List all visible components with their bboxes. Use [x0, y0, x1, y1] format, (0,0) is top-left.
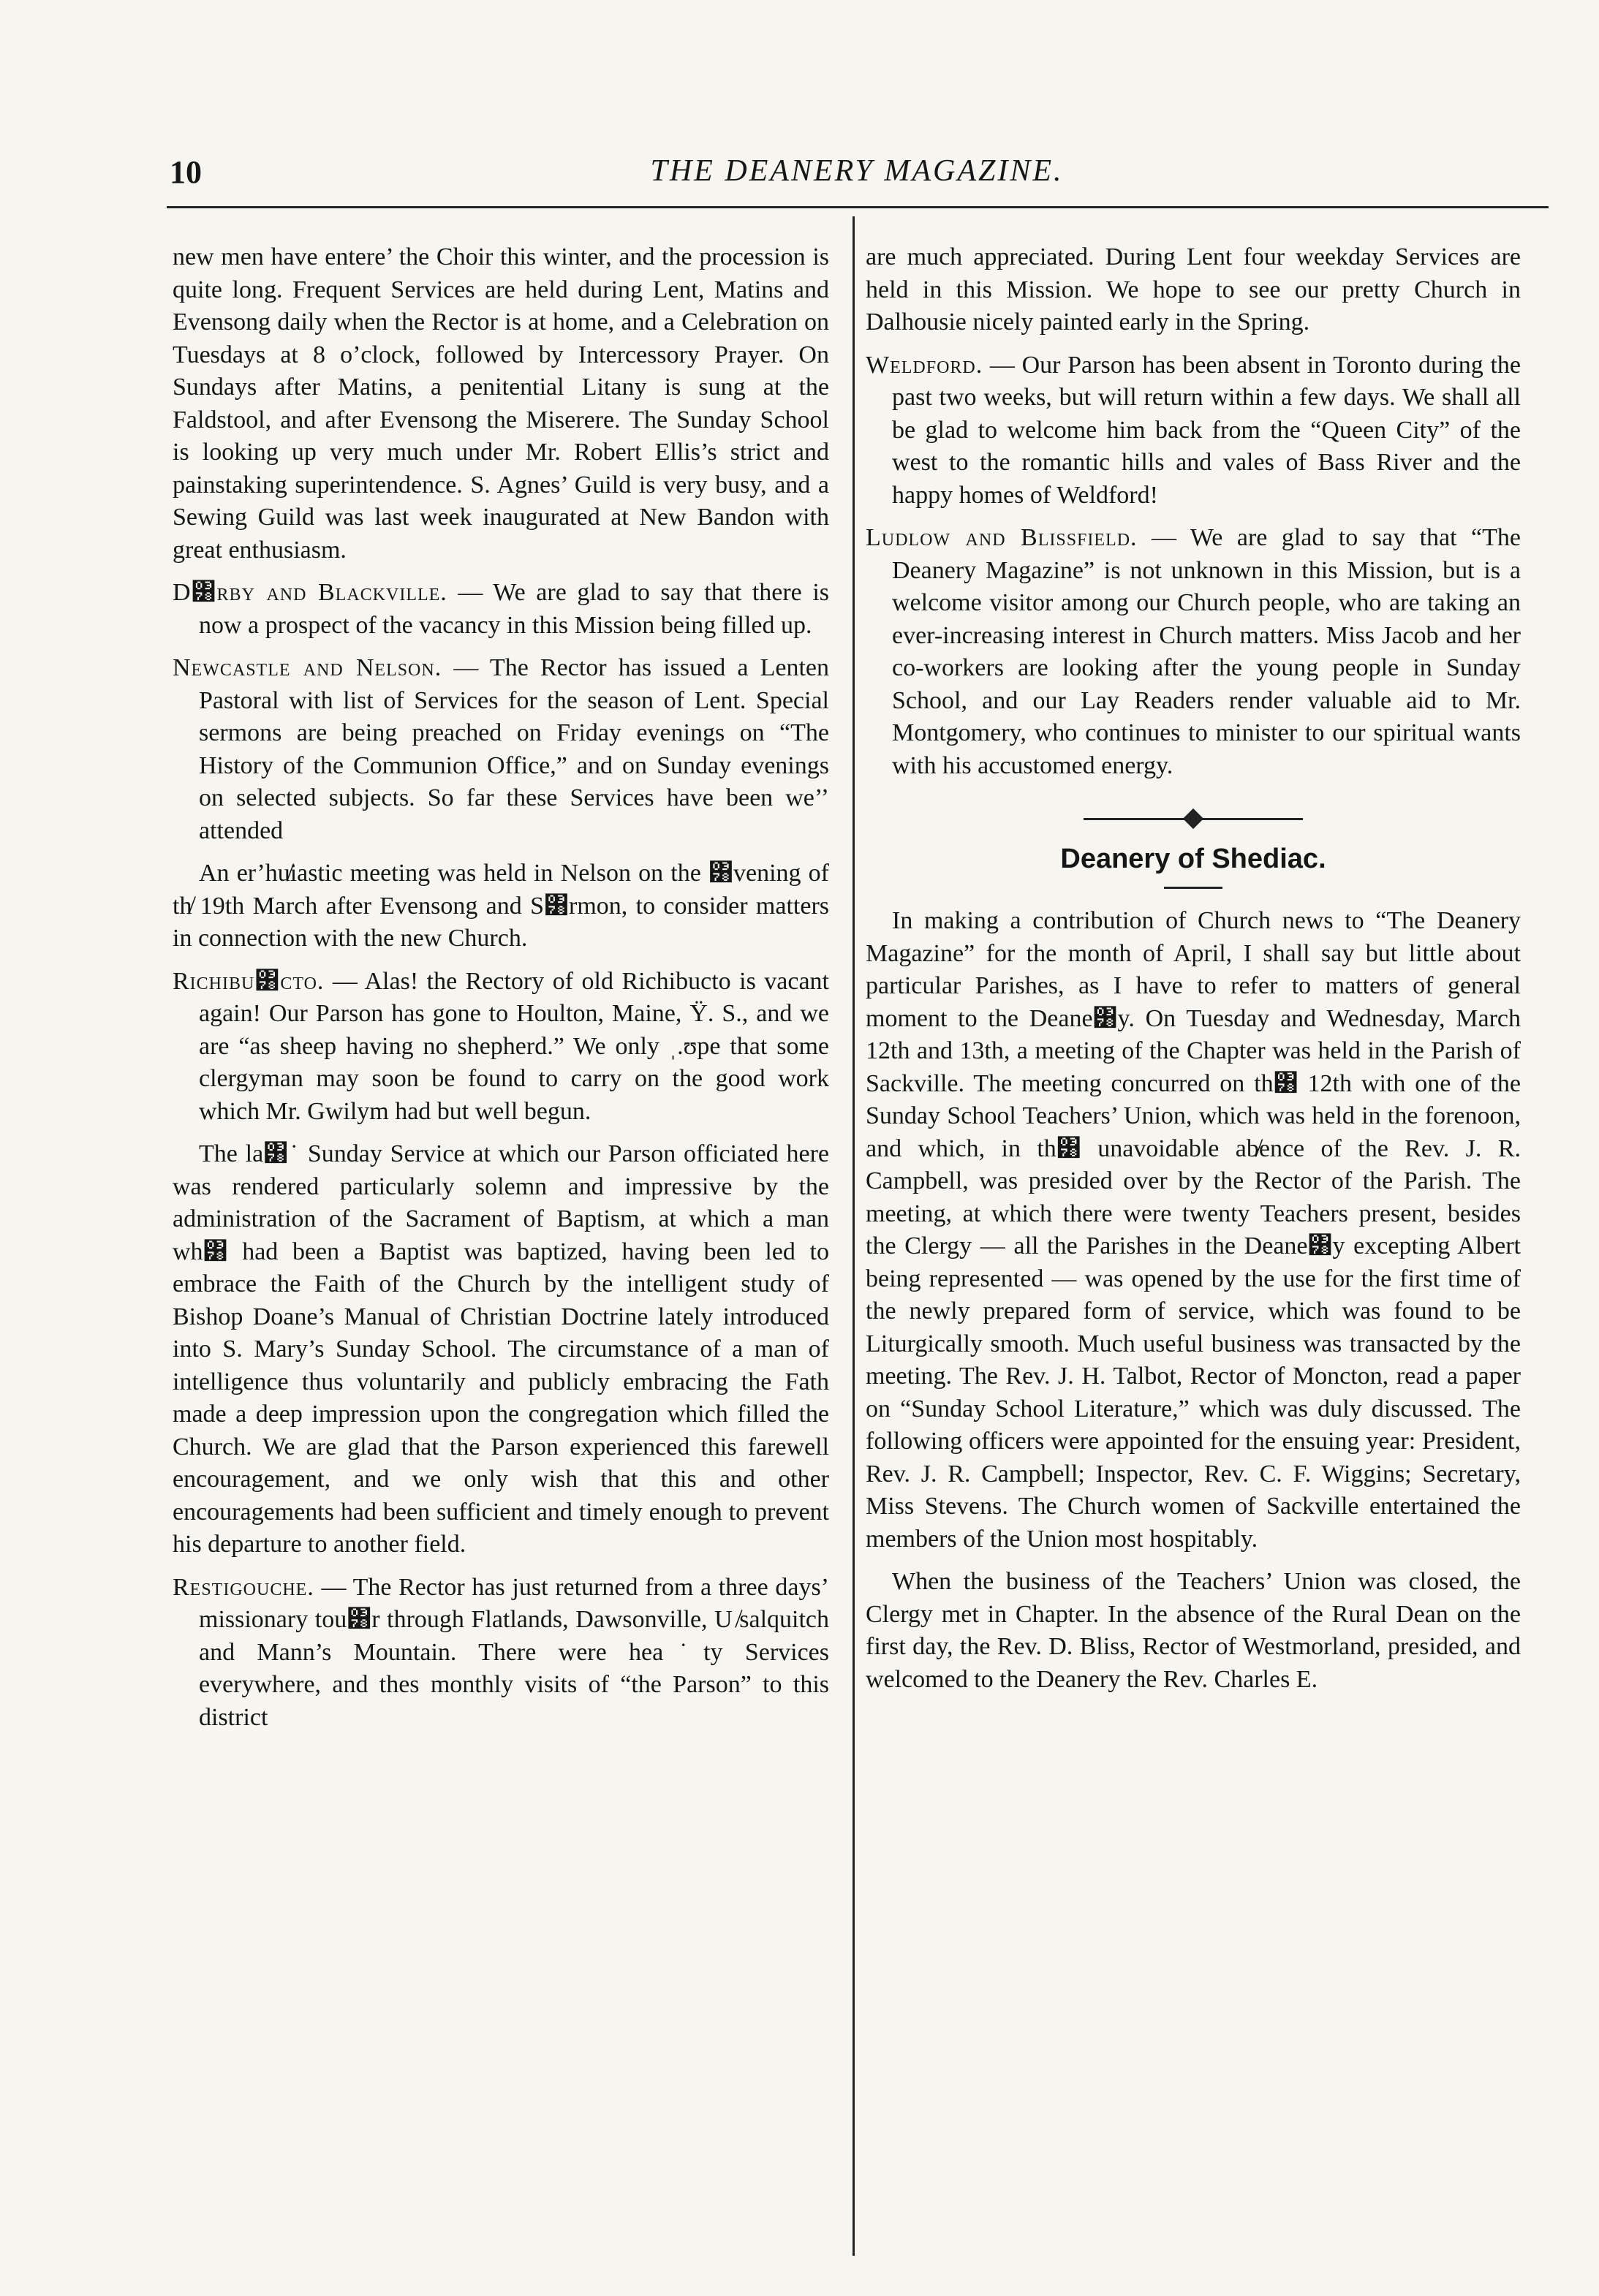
left-column	[173, 241, 829, 1744]
entry-text: — We are glad to say that “The Deanery Magazine” is not unknown in this Mission, but is a welcome visitor among our Church people, who are taking an ever-increasing interest in Church matters. Miss Jacob and her co-workers are looking after the young people in Sunday School, and our Lay Readers render valuable aid to Mr. Montgomery, who continues to minister to our spiritual wants with his accustomed energy.	[892, 524, 1521, 779]
page-number: 10	[170, 154, 202, 190]
place-name: Weldford.	[866, 351, 983, 379]
paragraph: When the business of the Teachers’ Union was closed, the Clergy met in Chapter. In the absence of the Rural Dean on the first day, the Rev. D. Bliss, Rector of Westmorland, presided, and welcomed to the Deanery the Rev. Charles E.	[866, 1568, 1521, 1693]
place-name: Restigouche.	[173, 1573, 314, 1601]
section-heading: Deanery of Shediac.	[1060, 844, 1326, 874]
news-entry-newcastle	[173, 652, 829, 847]
heading-rule	[1164, 887, 1222, 889]
news-entry-weldford	[866, 349, 1521, 512]
entry-text: — The Rector has issued a Lenten Pastoral with list of Services for the season of Lent. Special sermons are being preached on Friday evenings on “The History of the Communion Office,” and on Sunday evenings on selected subjects. So far these Services have been we’’ attended	[199, 654, 829, 844]
page-header	[170, 154, 1544, 197]
place-name: Ludlow and Blissfield.	[866, 524, 1138, 551]
header-rule	[167, 206, 1549, 208]
ornament-diamond	[1183, 808, 1203, 829]
place-name: D͸rby and Blackville.	[173, 579, 447, 606]
column-divider	[853, 216, 855, 2256]
entry-text: — The Rector has just returned from a three days’ missionary tou͸r through Flatlands, Dawsonville, U ̸salquitch and Mann’s Mountain. There were hea˙ty Services everywhere, and thes monthly visits of “the Parson” to this district	[199, 1573, 829, 1731]
paragraph: new men have entere’ the Choir this winter, and the procession is quite long. Frequent Services are held during Lent, Matins and Evensong daily when the Rector is at home, and a Celebration on Tuesdays at 8 o’clock, followed by Intercessory Prayer. On Sundays after Matins, a penitential Litany is sung at the Faldstool, and after Evensong the Miserere. The Sunday School is looking up very much under Mr. Robert Ellis’s strict and painstaking superintendence. S. Agnes’ Guild is very busy, and a Sewing Guild was last week inaugurated at New Bandon with great enthusiasm.	[173, 243, 829, 564]
news-entry-richibucto	[173, 966, 829, 1129]
entry-text: — Alas! the Rectory of old Richibucto is vacant again! Our Parson has gone to Houlton, Maine, Ÿ. S., and we are “as sheep having no shepherd.” We only ˌ.ʊpe that some clergyman may soon be found to carry on the good work which Mr. Gwilym had but well begun.	[199, 967, 829, 1125]
place-name: Richibu͸cto.	[173, 967, 325, 995]
news-entry-restigouche	[173, 1572, 829, 1735]
entry-text: — Our Parson has been absent in Toronto during the past two weeks, but will return within a few days. We shall all be glad to welcome him back from the “Queen City” of the west to the romantic hills and vales of Bass River and the happy homes of Weldford!	[892, 351, 1521, 509]
running-title: THE DEANERY MAGAZINE.	[650, 154, 1064, 188]
news-entry-ludlow	[866, 522, 1521, 782]
paragraph: An er’hu̸iastic meeting was held in Nelson on the ͸vening of th̸ 19th March after Evensong and S͸rmon, to consider matters in connection with the new Church.	[173, 860, 829, 952]
place-name: Newcastle and Nelson.	[173, 654, 442, 681]
entry-text: — We are glad to say that there is now a prospect of the vacancy in this Mission being filled up.	[199, 579, 829, 639]
section-ornament	[1084, 808, 1303, 830]
news-entry-derby	[173, 577, 829, 642]
paragraph: are much appreciated. During Lent four weekday Services are held in this Mission. We hope to see our pretty Church in Dalhousie nicely painted early in the Spring.	[866, 243, 1521, 336]
paragraph: In making a contribution of Church news to “The Deanery Magazine” for the month of April, I shall say but little about particular Parishes, as I have to refer to matters of general moment to the Deane͸y. On Tuesday and Wednesday, March 12th and 13th, a meeting of the Chapter was held in the Parish of Sackville. The meeting concurred on th͸ 12th with one of the Sunday School Teachers’ Union, which was held in the forenoon, and which, in th͸ unavoidable ab̸ence of the Rev. J. R. Campbell, was presided over by the Rector of the Parish. The meeting, at which there were twenty Teachers present, besides the Clergy — all the Parishes in the Deane͸y excepting Albert being represented — was opened by the use for the first time of the newly prepared form of service, which was found to be Liturgically smooth. Much useful business was transacted by the meeting. The Rev. J. H. Talbot, Rector of Moncton, read a paper on “Sunday School Literature,” which was duly discussed. The following officers were appointed for the ensuing year: President, Rev. J. R. Campbell; Inspector, Rev. C. F. Wiggins; Secretary, Miss Stevens. The Church women of Sackville entertained the members of the Union most hospitably.	[866, 907, 1521, 1553]
paragraph: The la͸˙ Sunday Service at which our Parson officiated here was rendered particularly solemn and impressive by the administration of the Sacrament of Baptism, at which a man wh͸ had been a Baptist was baptized, having been led to embrace the Faith of the Church by the intelligent study of Bishop Doane’s Manual of Christian Doctrine lately introduced into S. Mary’s Sunday School. The circumstance of a man of intelligence thus voluntarily and publicly embracing the Fath made a deep impression upon the congregation which filled the Church. We are glad that the Parson experienced this farewell encouragement, and we only wish that this and other encouragements had been sufficient and timely enough to prevent his departure to another field.	[173, 1140, 829, 1558]
right-column	[866, 241, 1521, 1706]
